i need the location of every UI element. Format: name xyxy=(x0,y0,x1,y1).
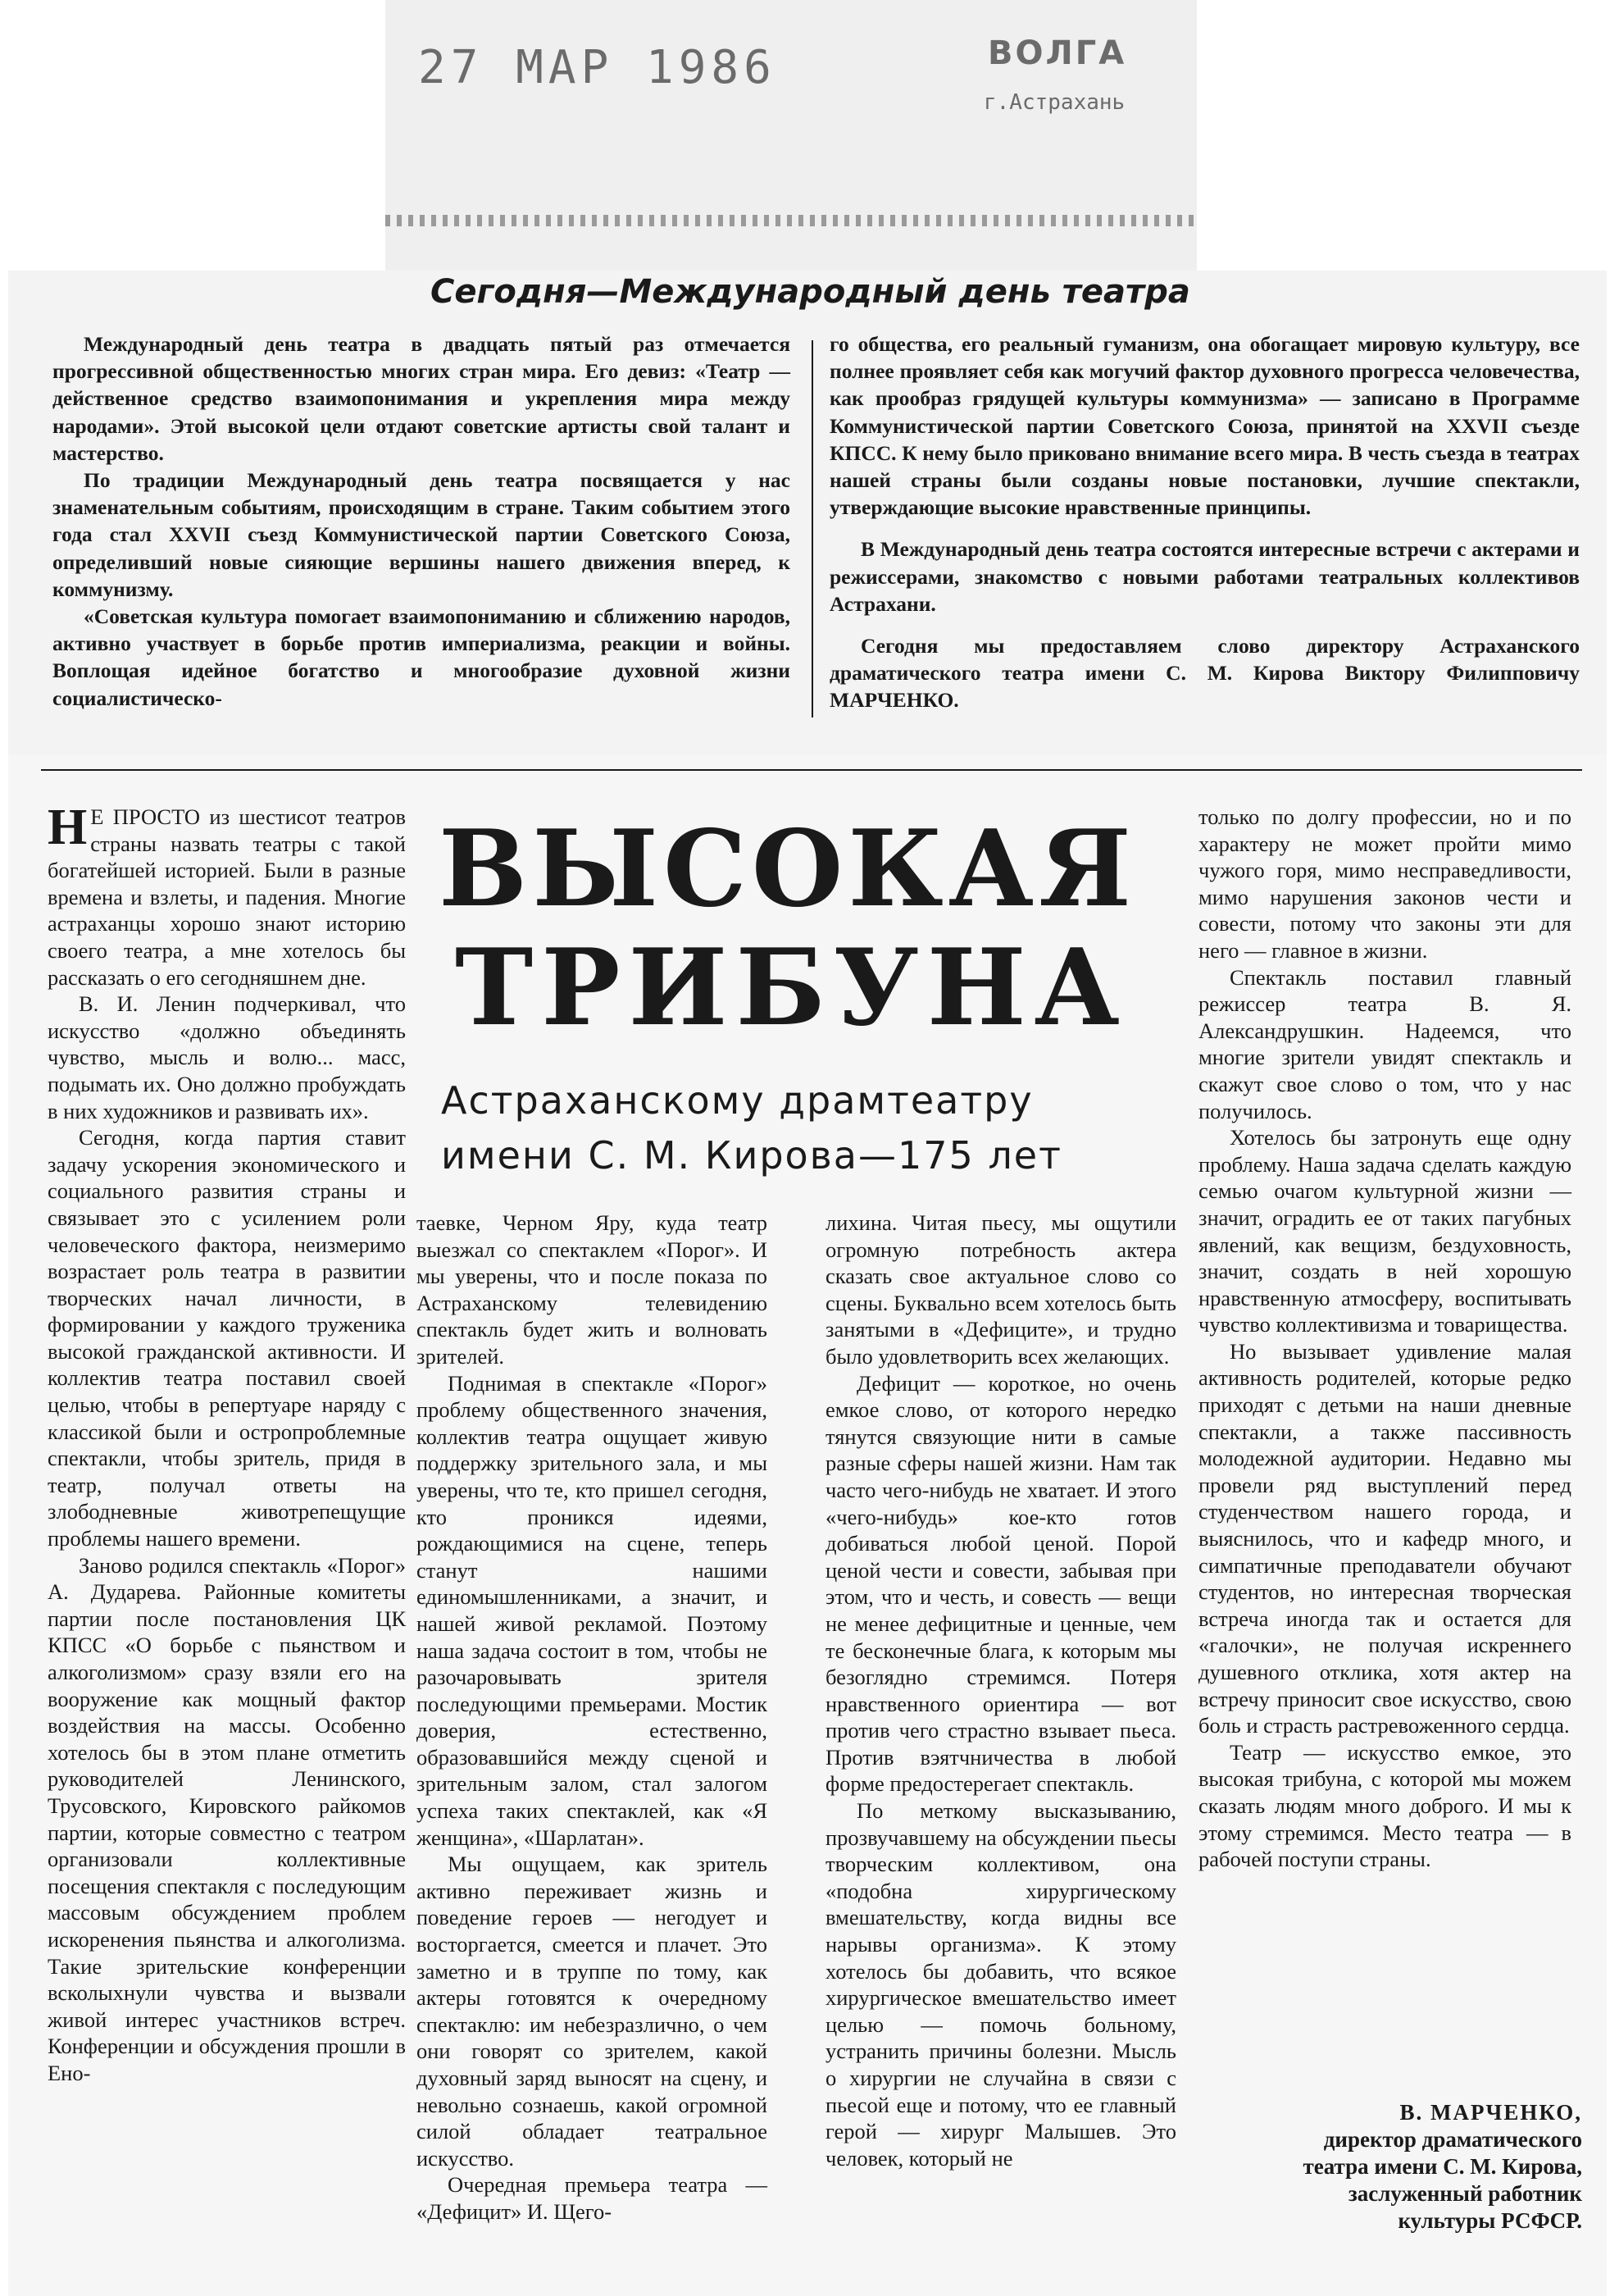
article-paragraph: только по долгу профессии, но и по характеру не может пройти мимо чужого горя, мимо несправедливости, мимо нарушения законов чести и совести, потому что законы эти для него — главное в жизни. xyxy=(1198,804,1571,963)
intro-column-right xyxy=(830,330,1580,714)
article-column-4 xyxy=(1198,804,1571,1873)
article-paragraph: таевке, Черном Яру, куда театр выезжал со спектаклем «Порог». И мы уверены, что и после показа по Астраханскому телевидению спектакль будет жить и волновать зрителей. xyxy=(416,1210,767,1369)
section-divider xyxy=(41,769,1582,771)
article-text: Е ПРОСТО из шестисот театров страны назвать театры с такой богатейшей историей. Были в разные времена и взлеты, и падения. Многие астраханцы хорошо знают историю своего театра, а мне хотелось бы рассказать о его сегодняшнем дне. xyxy=(48,804,406,990)
article-paragraph: Спектакль поставил главный режиссер театра В. Я. Александрушкин. Надеемся, что многие зрители увидят спектакль и скажут свое слово о том, что у нас получилось. xyxy=(1198,964,1571,1123)
signature-name: В. МАРЧЕНКО, xyxy=(1399,2100,1582,2125)
article-title-line1: ВЫСОКАЯ xyxy=(439,808,1136,931)
article-paragraph: Очередная премьера театра — «Дефицит» И. Щего- xyxy=(416,2172,767,2224)
signature-title-line: театра имени С. М. Кирова, xyxy=(1303,2154,1582,2179)
torn-edge xyxy=(385,215,1197,226)
article-subtitle-line1: Астраханскому драмтеатру xyxy=(441,1078,1034,1123)
signature-title-line: культуры РСФСР. xyxy=(1398,2208,1582,2233)
article-paragraph: Но вызывает удивление малая активность родителей, которые редко приходят с детьми на наши дневные спектакли, а также пассивность молодежной аудитории. Недавно мы провели ряд выступлений перед студенчеством нашего города, и выяснилось, что и кафедр много, и симпатичные преподаватели обучают студентов, но интересная творческая встреча иногда так и остается для «галочки», не получая искреннего душевного отклика, хотя актер на встречу приносит свое искусство, свою боль и страсть растревоженного сердца. xyxy=(1198,1338,1571,1738)
signature-block xyxy=(1205,2099,1582,2234)
intro-left-paragraph: Международный день театра в двадцать пятый раз отмечается прогрессивной общественностью многих стран мира. Его девиз: «Театр — действенное средство взаимопонимания и укрепления мира между народами». Этой высокой цели отдают советские артисты свой талант и мастерство. xyxy=(52,332,790,465)
intro-left-paragraph: По традиции Международный день театра посвящается у нас знаменательным событиям, происходящим в стране. Таким событием этого года стал XXVII съезд Коммунистической партии Советского Союза, определивший новые сияющие вершины нашего движения вперед, к коммунизму. xyxy=(52,468,790,601)
article-title-line2: ТРИБУНА xyxy=(455,927,1128,1050)
article-paragraph: Дефицит — короткое, но очень емкое слово, от которого нередко тянутся связующие нити в самые разные сферы нашей жизни. Нам так часто чего-нибудь не хватает. И этого «чего-нибудь» кое-кто готов добиваться любой ценой. Порой ценой чести и совести, забывая при этом, что и честь, и совесть — вещи не менее дефицитные и ценные, чем те бесконечные блага, к которым мы безоглядно стремимся. Потеря нравственного ориентира — вот против чего страстно взывает пьеса. Против вэятчничества в любой форме предостерегает спектакль. xyxy=(825,1370,1176,1797)
article-subtitle-line2: имени С. М. Кирова—175 лет xyxy=(441,1133,1062,1178)
article-paragraph: В. И. Ленин подчеркивал, что искусство «должно объединять чувство, мысль и волю... масс, подымать их. Оно должно пробуждать в них художников и развивать их». xyxy=(48,991,406,1123)
article-paragraph: По меткому высказыванию, прозвучавшему на обсуждении пьесы творческим коллективом, она «подобна хирургическому вмешательству, когда видны все нарывы организма». К этому хотелось бы добавить, что всякое хирургическое вмешательство имеет целью — помочь больному, устранить причины болезни. Мысль о хирургии не случайна в связи с пьесой еще и потому, что ее главный герой — хирург Малышев. Это человек, который не xyxy=(825,1798,1176,2171)
intro-right-paragraph: Сегодня мы предоставляем слово директору Астраханского драматического театра имени С. М. Кирова Виктору Филипповичу МАРЧЕНКО. xyxy=(830,634,1580,713)
drop-cap: Н xyxy=(48,800,88,855)
article-paragraph xyxy=(48,800,406,991)
article-paragraph: Заново родился спектакль «Порог» А. Дударева. Районные комитеты партии после постановления ЦК КПСС «О борьбе с пьянством и алкоголизмом» сразу взяли его на вооружение как мощный фактор воздействия на массы. Особенно хотелось бы в этом плане отметить руководителей Ленинского, Трусовского, Кировского райкомов партии, которые совместно с театром организовали коллективные посещения спектакля с последующим массовым обсуждением проблем искоренения пьянства и алкоголизма. Такие зрительские конференции всколыхнули чувства и вызвали живой интерес участников встреч. Конференции и обсуждения прошли в Ено- xyxy=(48,1552,406,2085)
intro-right-paragraph: го общества, его реальный гуманизм, она обогащает мировую культуру, все полнее проявляет себя как могучий фактор духовного прогресса человечества, как прообраз грядущей культуры коммунизма» — записано в Программе Коммунистической партии Советского Союза, принятой на XXVII съезде КПСС. К нему было приковано внимание всего мира. В честь съезда в театрах нашей страны были созданы новые постановки, лучшие спектакли, утверждающие высокие нравственные принципы. xyxy=(830,332,1580,520)
intro-column-left xyxy=(52,330,790,712)
newspaper-city: г.Астрахань xyxy=(984,90,1126,115)
intro-right-paragraph: В Международный день театра состоятся интересные встречи с актерами и режиссерами, знакомство с новыми работами театральных коллективов Астрахани. xyxy=(830,537,1580,616)
article-paragraph: лихина. Читая пьесу, мы ощутили огромную потребность актера сказать свое актуальное слово со сцены. Буквально всем хотелось быть занятыми в «Дефиците», и трудно было удовлетворить всех желающих. xyxy=(825,1210,1176,1369)
signature-title-line: директор драматического xyxy=(1323,2127,1582,2152)
newspaper-name: ВОЛГА xyxy=(988,34,1127,72)
date-stamp: 27 МАР 1986 xyxy=(418,41,776,94)
article-paragraph: Поднимая в спектакле «Порог» проблему общественного значения, коллектив театра ощущает живую поддержку зрительного зала, и мы уверены, что те, кто пришел сегодня, кто проникся идеями, рождающимися на сцене, теперь станут нашими единомышленниками, а значит, и нашей живой рекламой. Поэтому наша задача состоит в том, чтобы не разочаровывать зрителя последующими премьерами. Мостик доверия, естественно, образовавшийся между сценой и зрительным залом, стал залогом успеха таких спектаклей, как «Я женщина», «Шарлатан». xyxy=(416,1370,767,1850)
article-paragraph: Сегодня, когда партия ставит задачу ускорения экономического и социального развития страны и связывает это с усилением роли человеческого фактора, неизмеримо возрастает роль театра в развитии творческих начал личности, в формировании у каждого труженика высокой гражданской активности. И коллектив театра поставил своей целью, чтобы в репертуаре наряду с классикой были и остропроблемные спектакли, чтобы зритель, придя в театр, получал ответы на злободневные животрепещущие проблемы нашего времени. xyxy=(48,1125,406,1551)
article-paragraph: Театр — искусство емкое, это высокая трибуна, с которой мы можем сказать людям много доброго. И мы к этому стремимся. Место театра — в рабочей поступи страны. xyxy=(1198,1739,1571,1872)
signature-title-line: заслуженный работник xyxy=(1348,2181,1582,2206)
intro-left-paragraph: «Советская культура помогает взаимопониманию и сближению народов, активно участвует в борьбе против империализма, реакции и войны. Воплощая идейное богатство и многообразие духовной жизни социалистическо- xyxy=(52,604,790,710)
article-paragraph: Мы ощущаем, как зритель активно переживает жизнь и поведение героев — негодует и восторгается, смеется и плачет. Это заметно и в труппе по тому, как актеры готовятся к очередному спектаклю: им небезразлично, о чем они говорят со зрителем, какой духовный заряд выносят на сцену, и невольно сознаешь, какой огромной силой обладает театральное искусство. xyxy=(416,1852,767,2171)
article-column-1 xyxy=(48,800,406,2087)
intro-column-divider xyxy=(812,340,813,718)
article-paragraph: Хотелось бы затронуть еще одну проблему. Наша задача сделать каждую семью очагом культурной жизни — значит, оградить ее от таких пагубных явлений, как вещизм, бездуховность, значит, создать в ней хорошую нравственную атмосферу, воспитывать чувство коллективизма и товарищества. xyxy=(1198,1125,1571,1337)
article-column-2 xyxy=(416,1210,767,2225)
article-column-3 xyxy=(825,1210,1176,2171)
intro-heading: Сегодня—Международный день театра xyxy=(430,273,1190,311)
